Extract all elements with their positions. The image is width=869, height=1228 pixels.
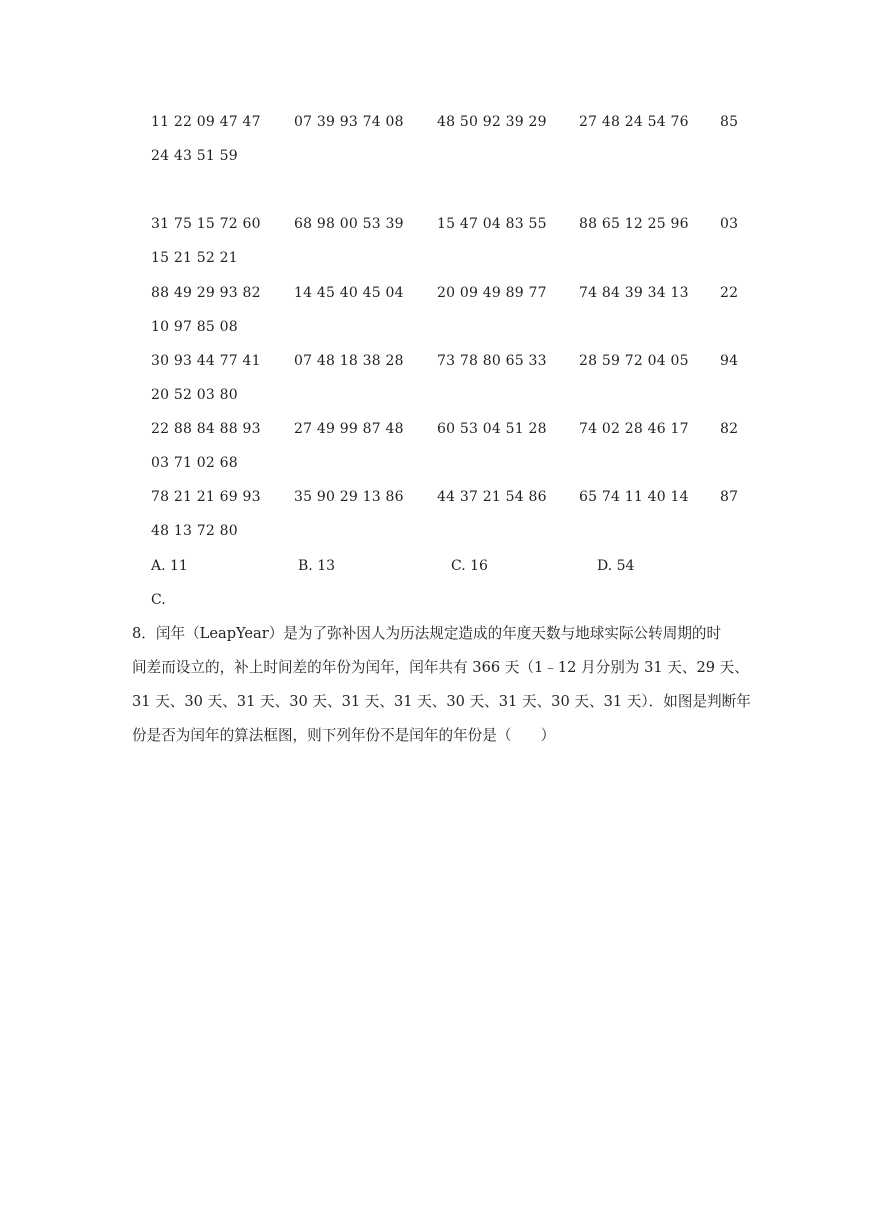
random-number-tail: 85 — [720, 114, 739, 130]
random-number-group: 27 49 99 87 48 — [294, 421, 404, 437]
random-number-group: 35 90 29 13 86 — [294, 489, 404, 505]
random-number-continuation: 48 13 72 80 — [151, 523, 238, 539]
option-b: B. 13 — [298, 558, 336, 574]
random-number-group: 22 88 84 88 93 — [151, 421, 261, 437]
random-number-group: 27 48 24 54 76 — [579, 114, 689, 130]
random-number-group: 88 49 29 93 82 — [151, 285, 261, 301]
random-number-continuation: 03 71 02 68 — [151, 455, 238, 471]
option-c: C. 16 — [451, 558, 488, 574]
random-number-group: 14 45 40 45 04 — [294, 285, 404, 301]
random-number-group: 74 02 28 46 17 — [579, 421, 689, 437]
random-number-group: 30 93 44 77 41 — [151, 353, 261, 369]
random-number-group: 65 74 11 40 14 — [579, 489, 689, 505]
random-number-group: 73 78 80 65 33 — [437, 353, 547, 369]
random-number-tail: 87 — [720, 489, 739, 505]
random-number-group: 20 09 49 89 77 — [437, 285, 547, 301]
random-number-group: 60 53 04 51 28 — [437, 421, 547, 437]
random-number-group: 44 37 21 54 86 — [437, 489, 547, 505]
random-number-tail: 22 — [720, 285, 739, 301]
random-number-continuation: 10 97 85 08 — [151, 319, 238, 335]
random-number-group: 28 59 72 04 05 — [579, 353, 689, 369]
option-a: A. 11 — [151, 558, 188, 574]
random-number-tail: 94 — [720, 353, 739, 369]
option-d: D. 54 — [597, 558, 635, 574]
random-number-continuation: 20 52 03 80 — [151, 387, 238, 403]
random-number-group: 11 22 09 47 47 — [151, 114, 261, 130]
random-number-group: 68 98 00 53 39 — [294, 216, 404, 232]
question-8-line-4: 份是否为闰年的算法框图，则下列年份不是闰年的年份是（ ） — [132, 727, 556, 744]
question-8-line-3: 31 天、30 天、31 天、30 天、31 天、31 天、30 天、31 天、30 天、31 天）．如图是判断年 — [132, 693, 751, 710]
random-number-continuation: 24 43 51 59 — [151, 148, 238, 164]
random-number-group: 31 75 15 72 60 — [151, 216, 261, 232]
question-8-line-2: 间差而设立的，补上时间差的年份为闰年，闰年共有 366 天（1﹣12 月分别为 31 天、29 天、 — [132, 659, 749, 676]
random-number-group: 07 39 93 74 08 — [294, 114, 404, 130]
random-number-group: 48 50 92 39 29 — [437, 114, 547, 130]
random-number-continuation: 15 21 52 21 — [151, 250, 238, 266]
random-number-group: 88 65 12 25 96 — [579, 216, 689, 232]
answer-text: C. — [151, 592, 166, 608]
random-number-group: 74 84 39 34 13 — [579, 285, 689, 301]
random-number-tail: 03 — [720, 216, 739, 232]
random-number-group: 78 21 21 69 93 — [151, 489, 261, 505]
random-number-group: 07 48 18 38 28 — [294, 353, 404, 369]
random-number-tail: 82 — [720, 421, 739, 437]
random-number-group: 15 47 04 83 55 — [437, 216, 547, 232]
question-8-line-1: 8．闰年（LeapYear）是为了弥补因人为历法规定造成的年度天数与地球实际公转周期的时 — [132, 625, 722, 642]
